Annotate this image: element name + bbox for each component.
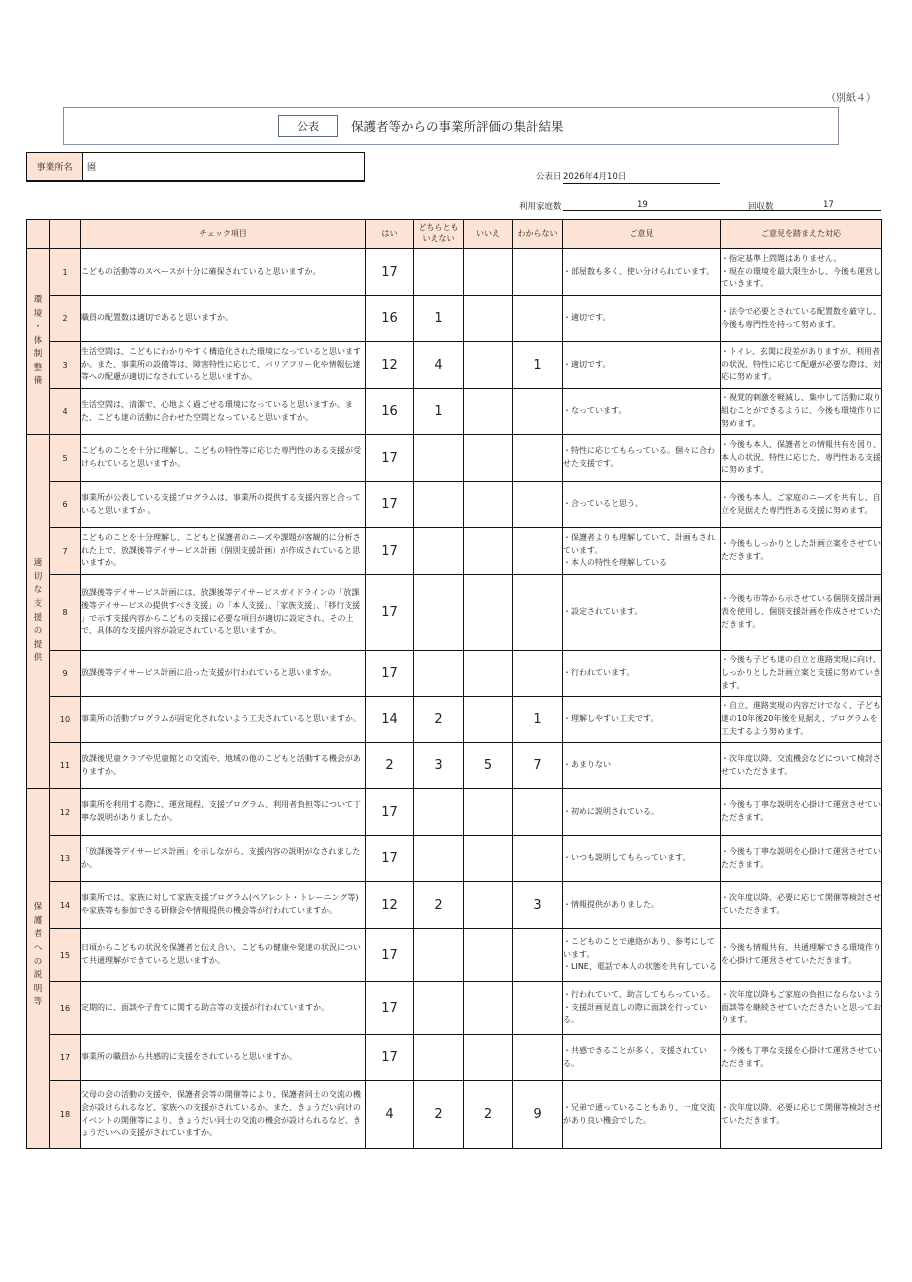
response-cell — [721, 528, 882, 575]
count-neither — [414, 982, 464, 1035]
table-row — [27, 435, 882, 482]
response-line: ・今後も本人、ご家庭のニーズを共有し、自立を見据えた専門性ある支援に努めます。 — [721, 492, 881, 515]
annex-label: （別紙４） — [826, 93, 876, 104]
item-number: 14 — [50, 882, 81, 929]
count-no — [464, 982, 513, 1035]
opinion-line: ・初めに説明されている。 — [563, 806, 659, 816]
count-yes: 17 — [366, 482, 414, 528]
title-box — [63, 107, 839, 145]
response-line: ・今後も子ども達の自立と進路実現に向け、しっかりとした計画立案と支援に努めていきます。 — [721, 655, 881, 690]
item-number: 2 — [50, 296, 81, 342]
item-question: 生活空間は、清潔で、心地よく過ごせる環境になっていると思いますか。また、こども達の活動に合わせた空間となっていると思いますか。 — [81, 389, 366, 435]
count-no — [464, 697, 513, 743]
item-question: こどものことを十分に理解し、こどもの特性等に応じた専門性のある支援が受けられていると思いますか。 — [81, 435, 366, 482]
category-char: な — [33, 585, 43, 596]
opinion-line: ・支援計画見直しの際に面談を行っている。 — [563, 1002, 707, 1025]
evaluation-table — [26, 219, 882, 1149]
opinion-cell — [563, 296, 721, 342]
count-neither — [414, 789, 464, 836]
collected-value: 17 — [823, 200, 834, 210]
count-neither: 2 — [414, 697, 464, 743]
item-question: 放課後等デイサービス計画には、放課後等デイサービスガイドラインの「放課後等デイサービスの提供すべき支援」の「本人支援」、「家族支援」、「移行支援 」で示す支援内容からこどもの支援に必要な項目が適切に設定され、その上で、具体的な支援内容が設定されていると思いますか。 — [81, 575, 366, 651]
header-unknown: わからない — [513, 220, 563, 249]
opinion-line: ・いつも説明してもらっています。 — [563, 853, 691, 863]
response-line: ・法令で必要とされている配置数を厳守し、今後も専門性を持って努めます。 — [721, 306, 881, 329]
response-line: ・今後も丁寧な支援を心掛けて運営させていただきます。 — [721, 1045, 881, 1068]
response-line: ・指定基準上問題はありません。 — [721, 253, 842, 263]
opinion-cell — [563, 1035, 721, 1081]
count-yes: 12 — [366, 882, 414, 929]
item-number: 17 — [50, 1035, 81, 1081]
header-yes: はい — [366, 220, 414, 249]
category-char: 体 — [33, 335, 43, 346]
item-question: 事業所では、家族に対して家族支援プログラム(ペアレント・トレーニング等)や家族等も参加できる研修会や情報提供の機会等が行われていますか。 — [81, 882, 366, 929]
count-yes: 17 — [366, 929, 414, 982]
item-question: こどものことを十分理解し、こどもと保護者のニーズや課題が客観的に分析された上で、放課後等デイサービス計画（個別支援計画）が作成されていると思いますか。 — [81, 528, 366, 575]
item-question: 放課後等デイサービス計画に沿った支援が行われていると思いますか。 — [81, 651, 366, 697]
count-unknown — [513, 1035, 563, 1081]
count-neither: 2 — [414, 1081, 464, 1149]
opinion-line: ・保護者よりも理解していて、計画もされています。 — [563, 532, 715, 555]
item-question: 父母の会の活動の支援や、保護者会等の開催等により、保護者同士の交流の機会が設けられるなど、家族への支援がされているか。また、きょうだい向けのイベントの開催等により、きょうだい同士の交流の機会が設けられるなど、きょうだいへの支援がされていますか。 — [81, 1081, 366, 1149]
opinion-line: ・こどものことで連絡があり、参考にしています。 — [563, 936, 715, 959]
response-line: ・自立、進路実現の内容だけでなく、子ども達の10年後20年後を見据え、プログラムを工夫するよう努めます。 — [721, 701, 881, 736]
item-number: 9 — [50, 651, 81, 697]
item-number: 4 — [50, 389, 81, 435]
item-number: 15 — [50, 929, 81, 982]
count-neither — [414, 1035, 464, 1081]
count-unknown: 1 — [513, 697, 563, 743]
category-char: 供 — [33, 653, 43, 664]
count-unknown — [513, 651, 563, 697]
item-question: 生活空間は、こどもにわかりやすく構造化された環境になっていると思いますか。また、事業所の設備等は、障害特性に応じて、バリアフリー化や情報伝達等への配慮が適切になされていると思いますか。 — [81, 342, 366, 389]
count-no — [464, 482, 513, 528]
count-yes: 2 — [366, 743, 414, 789]
page-title: 保護者等からの事業所評価の集計結果 — [351, 119, 564, 134]
header-response: ご意見を踏まえた対応 — [721, 220, 882, 249]
response-line: ・次年度以降、必要に応じて開催等検討させていただきます。 — [721, 1102, 881, 1125]
opinion-line: ・理解しやすい工夫です。 — [563, 714, 659, 724]
count-no — [464, 342, 513, 389]
table-row — [27, 789, 882, 836]
count-neither — [414, 929, 464, 982]
item-number: 11 — [50, 743, 81, 789]
count-unknown — [513, 435, 563, 482]
table-header-row — [27, 220, 882, 249]
count-neither — [414, 249, 464, 296]
count-yes: 17 — [366, 836, 414, 882]
item-question: 事業所が公表している支援プログラムは、事業所の提供する支援内容と合っていると思いますか 。 — [81, 482, 366, 528]
item-number: 6 — [50, 482, 81, 528]
category-char: 支 — [33, 598, 43, 609]
opinion-cell — [563, 982, 721, 1035]
response-cell — [721, 389, 882, 435]
table-row — [27, 389, 882, 435]
table-row — [27, 882, 882, 929]
opinion-line: ・特性に応じてもらっている。個々に合わせた支援です。 — [563, 446, 715, 468]
opinion-cell — [563, 743, 721, 789]
category-char: の — [33, 956, 43, 967]
count-neither: 1 — [414, 296, 464, 342]
count-neither: 4 — [414, 342, 464, 389]
item-question: 日頃からこどもの状況を保護者と伝え合い、こどもの健康や発達の状況について共通理解ができていると思いますか。 — [81, 929, 366, 982]
category-char: 保 — [33, 902, 43, 913]
item-question: 事業所を利用する際に、運営規程、支援プログラム、利用者負担等について丁寧な説明がありましたか。 — [81, 789, 366, 836]
count-yes: 17 — [366, 982, 414, 1035]
table-row — [27, 836, 882, 882]
response-cell — [721, 982, 882, 1035]
category-char: 援 — [33, 612, 43, 623]
table-body — [27, 249, 882, 1149]
count-unknown: 7 — [513, 743, 563, 789]
header-number — [50, 220, 81, 249]
opinion-cell — [563, 482, 721, 528]
count-no — [464, 882, 513, 929]
opinion-line: ・なっています。 — [563, 406, 627, 416]
item-number: 5 — [50, 435, 81, 482]
opinion-cell — [563, 1081, 721, 1149]
count-no — [464, 789, 513, 836]
count-unknown — [513, 789, 563, 836]
response-line: ・次年度以降もご家庭の負担にならないよう面談等を継続させていただきたいと思っております。 — [721, 989, 881, 1025]
count-neither: 3 — [414, 743, 464, 789]
opinion-line: ・兄弟で通っていることもあり、一度交流があり良い機会でした。 — [563, 1102, 715, 1125]
item-number: 18 — [50, 1081, 81, 1149]
table-row — [27, 528, 882, 575]
office-name-field — [26, 152, 365, 182]
header-opinion: ご意見 — [563, 220, 721, 249]
item-number: 3 — [50, 342, 81, 389]
opinion-cell — [563, 389, 721, 435]
table-row — [27, 575, 882, 651]
table-row — [27, 296, 882, 342]
collected-label: 回収数 — [748, 202, 774, 212]
count-yes: 12 — [366, 342, 414, 389]
count-no — [464, 528, 513, 575]
response-cell — [721, 575, 882, 651]
table-row — [27, 743, 882, 789]
table-row — [27, 982, 882, 1035]
opinion-line: ・共感できることが多く、支援されている。 — [563, 1045, 707, 1068]
opinion-line: ・合っていると思う。 — [563, 499, 643, 509]
category-char: へ — [33, 942, 43, 953]
opinion-cell — [563, 836, 721, 882]
item-question: 「放課後等デイサービス計画」を示しながら、支援内容の説明がなされましたか。 — [81, 836, 366, 882]
response-line: ・視覚的刺激を軽減し、集中して活動に取り組むことができるように、今後も環境作りに努めます。 — [721, 393, 881, 428]
opinion-cell — [563, 651, 721, 697]
category-char: の — [33, 626, 43, 637]
category-char: 提 — [33, 639, 43, 650]
response-line: ・今後も情報共有、共通理解できる環境作りを心掛けて運営させていただきます。 — [721, 943, 881, 965]
count-yes: 17 — [366, 1035, 414, 1081]
response-cell — [721, 342, 882, 389]
count-yes: 16 — [366, 296, 414, 342]
header-check-item: チェック項目 — [81, 220, 366, 249]
table-row — [27, 697, 882, 743]
count-neither: 2 — [414, 882, 464, 929]
opinion-cell — [563, 342, 721, 389]
table-row — [27, 249, 882, 296]
response-line: ・今後もしっかりとした計画立案をさせていただきます。 — [721, 539, 881, 561]
item-question: 定期的に、面談や子育てに関する助言等の支援が行われていますか。 — [81, 982, 366, 1035]
item-number: 8 — [50, 575, 81, 651]
count-unknown — [513, 389, 563, 435]
category-char: 明 — [33, 983, 43, 994]
opinion-line: ・部屋数も多く、使い分けられています。 — [563, 266, 715, 276]
header-category — [27, 220, 50, 249]
category-cell — [27, 789, 50, 1149]
count-unknown: 3 — [513, 882, 563, 929]
opinion-line: ・本人の特性を理解している — [563, 558, 667, 568]
header-no: いいえ — [464, 220, 513, 249]
publish-date-label: 公表日 — [536, 172, 562, 182]
opinion-line: ・あまりない — [563, 760, 611, 770]
count-no — [464, 296, 513, 342]
public-tag: 公表 — [278, 115, 338, 137]
count-no — [464, 249, 513, 296]
category-char: 者 — [33, 929, 43, 940]
item-number: 12 — [50, 789, 81, 836]
count-neither — [414, 836, 464, 882]
office-name-value: 園 — [87, 163, 97, 173]
count-yes: 4 — [366, 1081, 414, 1149]
opinion-line: ・情報提供がありました。 — [563, 899, 659, 909]
category-char: 整 — [33, 362, 43, 373]
count-unknown — [513, 836, 563, 882]
opinion-cell — [563, 528, 721, 575]
count-no — [464, 836, 513, 882]
item-number: 10 — [50, 697, 81, 743]
opinion-cell — [563, 929, 721, 982]
count-neither — [414, 435, 464, 482]
response-cell — [721, 1081, 882, 1149]
opinion-line: ・行われていて、助言してもらっている。 — [563, 989, 715, 999]
category-char: 説 — [33, 970, 43, 981]
response-line: ・現在の環境を最大限生かし、今後も運営していきます。 — [721, 266, 881, 289]
response-cell — [721, 697, 882, 743]
families-label: 利用家庭数 — [519, 202, 562, 212]
opinion-line: ・設定されています。 — [563, 607, 643, 617]
count-neither — [414, 575, 464, 651]
item-number: 16 — [50, 982, 81, 1035]
count-neither: 1 — [414, 389, 464, 435]
count-yes: 17 — [366, 651, 414, 697]
opinion-line: ・行われています。 — [563, 668, 635, 678]
response-cell — [721, 743, 882, 789]
count-neither — [414, 482, 464, 528]
item-number: 7 — [50, 528, 81, 575]
office-name-label: 事業所名 — [27, 153, 83, 180]
count-yes: 17 — [366, 528, 414, 575]
opinion-cell — [563, 697, 721, 743]
count-no — [464, 575, 513, 651]
response-line: ・今後も本人、保護者との情報共有を図り、本人の状況、特性に応じた、専門性ある支援に努めます。 — [721, 439, 881, 475]
count-neither — [414, 528, 464, 575]
count-no: 2 — [464, 1081, 513, 1149]
item-question: 事業所の活動プログラムが固定化されないよう工夫されていると思いますか。 — [81, 697, 366, 743]
response-line: ・今後も市等から示させている個別支援計画表を使用し、個別支援計画を作成させていただきます。 — [721, 594, 881, 629]
header-neither: どちらとも いえない — [414, 220, 464, 249]
opinion-line: ・適切です。 — [563, 359, 611, 369]
count-unknown — [513, 575, 563, 651]
category-char: 備 — [33, 376, 43, 387]
response-cell — [721, 929, 882, 982]
item-question: 事業所の職員から共感的に支援をされていると思いますか。 — [81, 1035, 366, 1081]
category-cell — [27, 249, 50, 435]
opinion-cell — [563, 882, 721, 929]
count-no: 5 — [464, 743, 513, 789]
count-unknown — [513, 482, 563, 528]
response-cell — [721, 482, 882, 528]
category-cell — [27, 435, 50, 789]
category-char: ・ — [33, 322, 43, 333]
count-neither — [414, 651, 464, 697]
response-cell — [721, 249, 882, 296]
count-no — [464, 389, 513, 435]
table-row — [27, 651, 882, 697]
table-row — [27, 1081, 882, 1149]
category-char: 適 — [33, 558, 43, 569]
count-yes: 16 — [366, 389, 414, 435]
count-unknown — [513, 249, 563, 296]
table-row — [27, 482, 882, 528]
item-number: 1 — [50, 249, 81, 296]
response-cell — [721, 296, 882, 342]
count-no — [464, 651, 513, 697]
stats-underline — [563, 210, 881, 211]
item-number: 13 — [50, 836, 81, 882]
count-yes: 14 — [366, 697, 414, 743]
count-yes: 17 — [366, 249, 414, 296]
table-row — [27, 342, 882, 389]
count-unknown — [513, 296, 563, 342]
category-char: 境 — [33, 308, 43, 319]
table-row — [27, 1035, 882, 1081]
response-cell — [721, 789, 882, 836]
category-char: 護 — [33, 915, 43, 926]
opinion-cell — [563, 575, 721, 651]
item-question: 職員の配置数は適切であると思いますか。 — [81, 296, 366, 342]
response-cell — [721, 836, 882, 882]
response-line: ・今後も丁寧な説明を心掛けて運営させていただきます。 — [721, 800, 881, 822]
table-row — [27, 929, 882, 982]
category-char: 制 — [33, 349, 43, 360]
opinion-cell — [563, 249, 721, 296]
count-no — [464, 1035, 513, 1081]
count-no — [464, 435, 513, 482]
count-no — [464, 929, 513, 982]
response-line: ・今後も丁寧な説明を心掛けて運営させていただきます。 — [721, 846, 881, 869]
response-line: ・トイレ、玄関に段差がありますが、利用者の状況、特性に応じて配慮が必要な際は、対応に努めます。 — [721, 346, 881, 382]
item-question: こどもの活動等のスペースが十分に確保されていると思いますか。 — [81, 249, 366, 296]
response-cell — [721, 882, 882, 929]
count-yes: 17 — [366, 575, 414, 651]
response-cell — [721, 651, 882, 697]
count-unknown: 9 — [513, 1081, 563, 1149]
count-yes: 17 — [366, 435, 414, 482]
families-value: 19 — [637, 200, 648, 210]
response-cell — [721, 1035, 882, 1081]
publish-date-value: 2026年4月10日 — [563, 170, 720, 184]
count-unknown — [513, 982, 563, 1035]
item-question: 放課後児童クラブや児童館との交流や、地域の他のこどもと活動する機会がありますか。 — [81, 743, 366, 789]
count-unknown: 1 — [513, 342, 563, 389]
count-yes: 17 — [366, 789, 414, 836]
count-unknown — [513, 929, 563, 982]
response-line: ・次年度以降、交流機会などについて検討させていただきます。 — [721, 753, 881, 776]
opinion-line: ・適切です。 — [563, 313, 611, 323]
category-char: 環 — [33, 294, 43, 305]
category-char: 等 — [33, 997, 43, 1008]
opinion-line: ・LINE、電話で本人の状態を共有している — [563, 962, 717, 972]
response-cell — [721, 435, 882, 482]
opinion-cell — [563, 789, 721, 836]
response-line: ・次年度以降、必要に応じて開催等検討させていただきます。 — [721, 893, 881, 915]
opinion-cell — [563, 435, 721, 482]
category-char: 切 — [33, 571, 43, 582]
count-unknown — [513, 528, 563, 575]
